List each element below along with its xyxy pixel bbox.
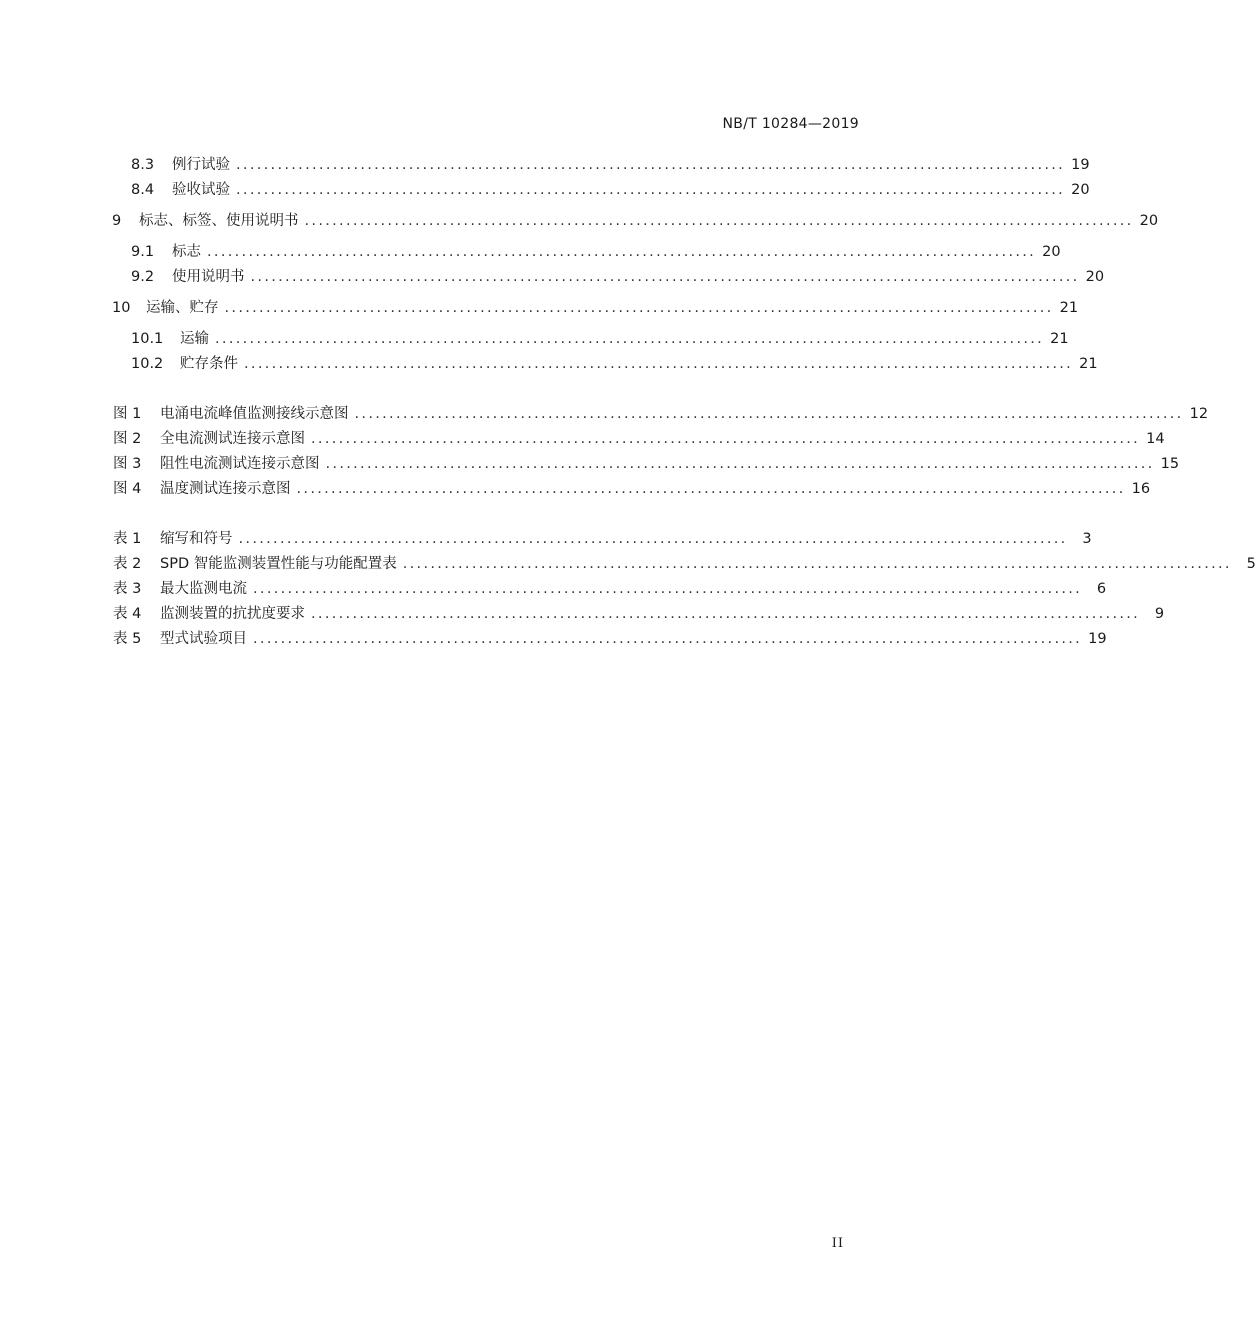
toc-entry-8-4[interactable] <box>131 179 1090 201</box>
toc-entry-number: 表 3 <box>113 581 142 597</box>
toc-entry-9-2[interactable] <box>131 266 1105 288</box>
toc-entry-title: 运输、贮存 <box>146 300 219 316</box>
toc-leader-dots: ........................................................................................................................ <box>296 481 1126 497</box>
toc-entry-title: SPD 智能监测装置性能与功能配置表 <box>160 556 397 572</box>
toc-entry-page: 16 <box>1131 481 1151 497</box>
toc-leader-dots: ........................................................................................................................ <box>207 244 1037 260</box>
toc-leader-dots: ........................................................................................................................ <box>325 456 1155 472</box>
toc-entry-figure-2[interactable] <box>113 428 1165 450</box>
toc-entry-title: 电涌电流峰值监测接线示意图 <box>160 406 349 422</box>
toc-entry-page: 21 <box>1059 300 1079 316</box>
toc-entry-title: 标志、标签、使用说明书 <box>139 213 299 229</box>
toc-entry-number: 10.1 <box>131 331 164 347</box>
toc-entry-number: 9.2 <box>131 269 155 285</box>
toc-entry-page: 6 <box>1096 581 1107 597</box>
toc-entry-title: 验收试验 <box>172 182 230 198</box>
toc-entry-page: 19 <box>1088 631 1107 647</box>
toc-entry-table-3[interactable] <box>113 578 1107 600</box>
toc-entry-number: 表 2 <box>113 556 142 572</box>
toc-entry-number: 9 <box>112 213 122 229</box>
toc-entry-page: 3 <box>1082 531 1092 547</box>
toc-entry-page: 20 <box>1085 269 1105 285</box>
toc-leader-dots: ........................................................................................................................ <box>224 300 1054 316</box>
toc-entry-title: 例行试验 <box>172 157 230 173</box>
toc-leader-dots: ........................................................................................................................ <box>402 556 1232 572</box>
toc-entry-9[interactable] <box>112 210 1159 232</box>
toc-entry-page: 20 <box>1139 213 1159 229</box>
toc-entry-10[interactable] <box>112 297 1079 319</box>
toc-leader-dots: ........................................................................................................................ <box>244 356 1074 372</box>
toc-entry-figure-3[interactable] <box>113 453 1180 475</box>
toc-entry-title: 使用说明书 <box>172 269 245 285</box>
toc-entry-title: 运输 <box>180 331 209 347</box>
toc-entry-table-1[interactable] <box>113 528 1092 550</box>
toc-entry-number: 10 <box>112 300 131 316</box>
toc-entry-table-5[interactable] <box>113 628 1107 650</box>
toc-entry-number: 8.4 <box>131 182 155 198</box>
toc-entry-number: 8.3 <box>131 157 155 173</box>
toc-entry-10-1[interactable] <box>131 328 1069 350</box>
toc-entry-page: 15 <box>1160 456 1180 472</box>
toc-entry-number: 图 3 <box>113 456 142 472</box>
toc-leader-dots: ........................................................................................................................ <box>236 182 1066 198</box>
toc-entry-title: 温度测试连接示意图 <box>160 481 291 497</box>
toc-entry-page: 19 <box>1071 157 1090 173</box>
toc-entry-page: 12 <box>1189 406 1209 422</box>
toc-entry-number: 10.2 <box>131 356 164 372</box>
toc-entry-title: 阻性电流测试连接示意图 <box>160 456 320 472</box>
document-code: NB/T 10284—2019 <box>722 116 859 132</box>
toc-entry-title: 贮存条件 <box>180 356 238 372</box>
toc-entry-title: 监测装置的抗扰度要求 <box>160 606 305 622</box>
toc-entry-number: 图 1 <box>113 406 142 422</box>
toc-entry-table-4[interactable] <box>113 603 1165 625</box>
toc-entry-title: 全电流测试连接示意图 <box>160 431 305 447</box>
toc-entry-title: 型式试验项目 <box>160 631 247 647</box>
toc-leader-dots: ........................................................................................................................ <box>253 631 1083 647</box>
toc-entry-number: 表 5 <box>113 631 142 647</box>
toc-leader-dots: ........................................................................................................................ <box>354 406 1184 422</box>
toc-entry-number: 表 4 <box>113 606 142 622</box>
toc-leader-dots: ........................................................................................................................ <box>215 331 1045 347</box>
toc-entry-page: 21 <box>1050 331 1069 347</box>
toc-entry-8-3[interactable] <box>131 154 1090 176</box>
toc-leader-dots: ........................................................................................................................ <box>250 269 1080 285</box>
toc-entry-number: 9.1 <box>131 244 155 260</box>
toc-entry-page: 14 <box>1146 431 1165 447</box>
toc-entry-10-2[interactable] <box>131 353 1098 375</box>
toc-entry-figure-1[interactable] <box>113 403 1209 425</box>
toc-leader-dots: ........................................................................................................................ <box>311 431 1141 447</box>
toc-entry-number: 图 4 <box>113 481 142 497</box>
page-number: II <box>831 1236 844 1251</box>
toc-entry-page: 9 <box>1154 606 1165 622</box>
toc-entry-page: 20 <box>1042 244 1061 260</box>
toc-entry-number: 图 2 <box>113 431 142 447</box>
toc-entry-page: 5 <box>1246 556 1256 572</box>
toc-entry-number: 表 1 <box>113 531 142 547</box>
toc-leader-dots: ........................................................................................................................ <box>238 531 1068 547</box>
toc-leader-dots: ........................................................................................................................ <box>236 157 1066 173</box>
toc-entry-page: 21 <box>1079 356 1098 372</box>
toc-entry-9-1[interactable] <box>131 241 1061 263</box>
toc-entry-title: 缩写和符号 <box>160 531 233 547</box>
toc-leader-dots: ........................................................................................................................ <box>253 581 1083 597</box>
toc-entry-figure-4[interactable] <box>113 478 1151 500</box>
toc-entry-title: 最大监测电流 <box>160 581 247 597</box>
toc-leader-dots: ........................................................................................................................ <box>311 606 1141 622</box>
toc-entry-page: 20 <box>1071 182 1090 198</box>
toc-entry-title: 标志 <box>172 244 201 260</box>
toc-leader-dots: ........................................................................................................................ <box>304 213 1134 229</box>
toc-entry-table-2[interactable] <box>113 553 1256 575</box>
